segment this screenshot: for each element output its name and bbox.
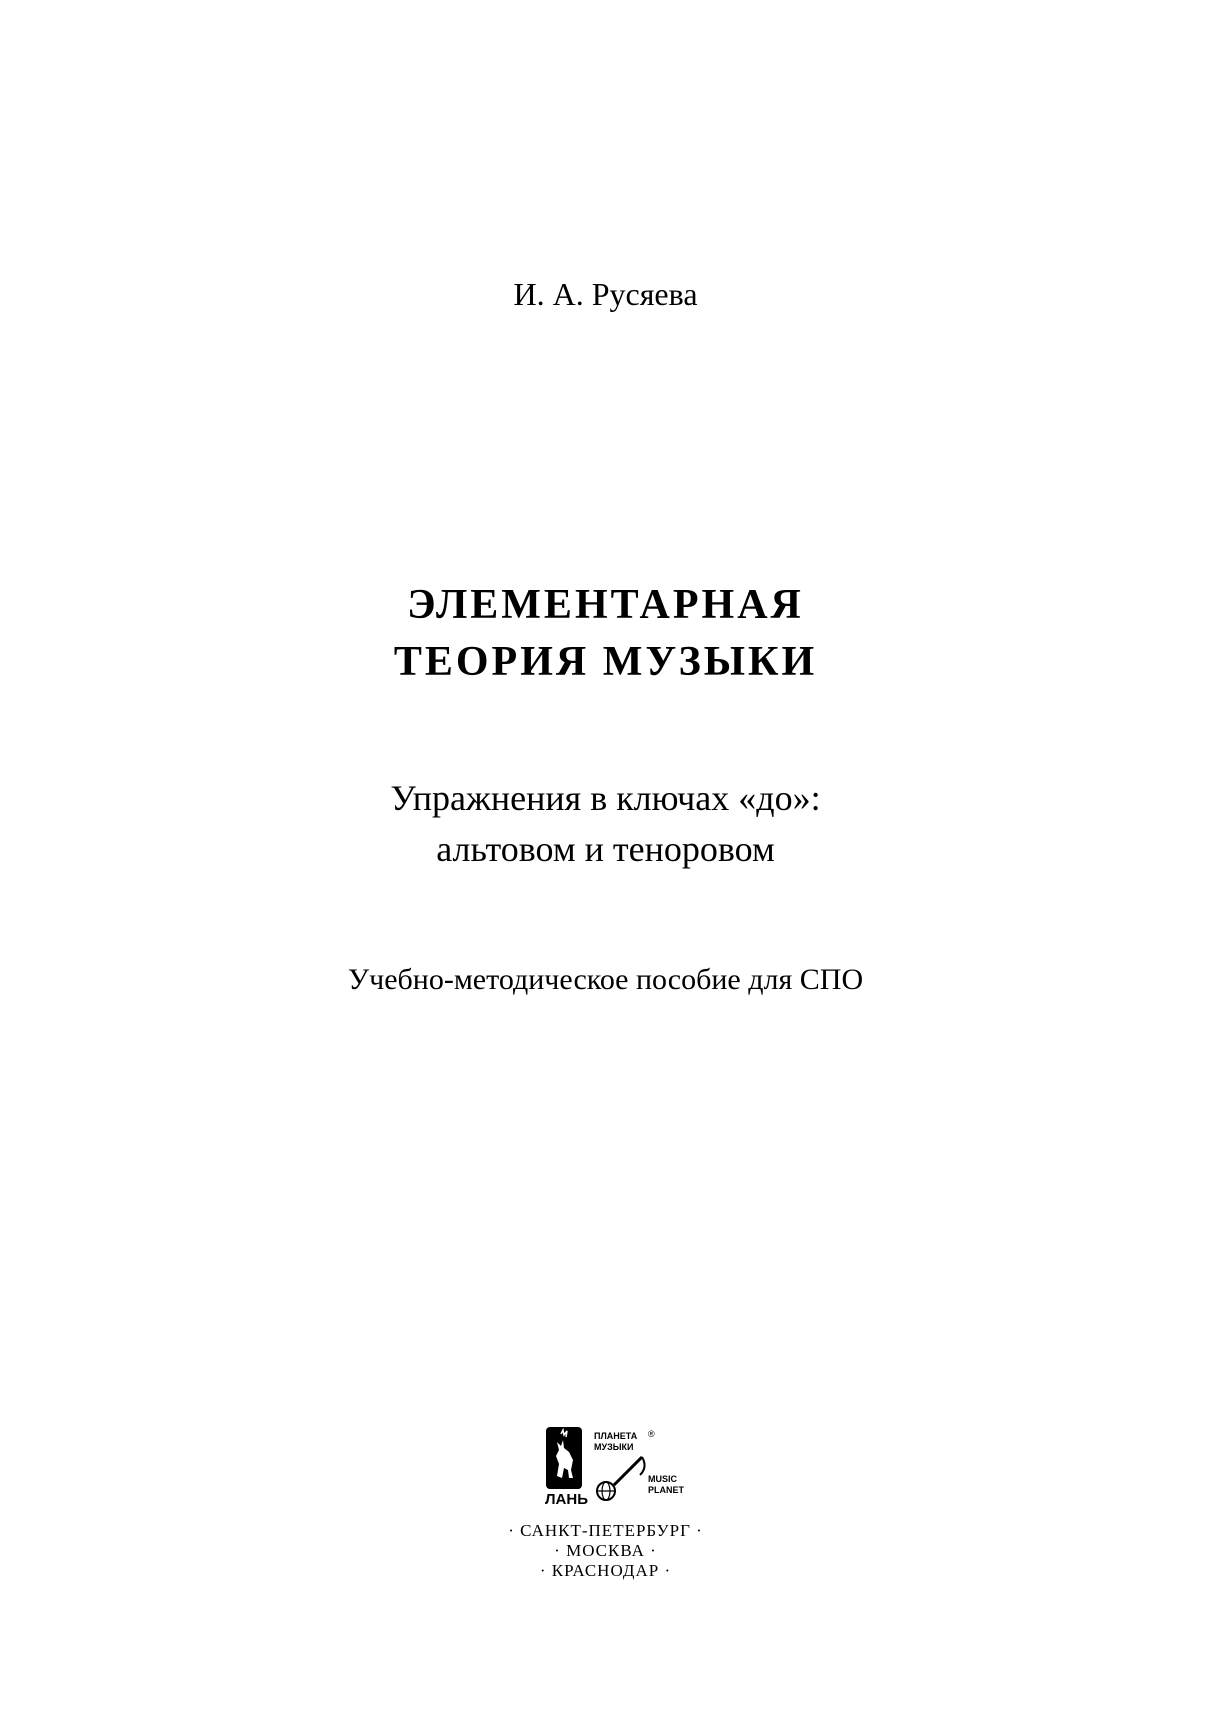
book-title-line-2: ТЕОРИЯ МУЗЫКИ [393, 639, 818, 685]
lan-deer-logo-icon [545, 1426, 585, 1490]
book-subtitle [0, 773, 1211, 875]
book-subtitle-line-2: альтовом и теноровом [436, 829, 775, 869]
planet-logo-line-1: ПЛАНЕТА [594, 1431, 638, 1441]
music-planet-line-2: PLANET [648, 1485, 684, 1495]
book-type-note: Учебно-методическое пособие для СПО [347, 963, 864, 996]
book-title-line-1: ЭЛЕМЕНТАРНАЯ [407, 582, 804, 628]
planet-music-logo [590, 1429, 700, 1509]
book-subtitle-line-1: Упражнения в ключах «до»: [390, 778, 821, 818]
music-planet-line-1: MUSIC [648, 1474, 677, 1484]
publisher-city-2: · МОСКВА · [554, 1541, 657, 1560]
publisher-city-3: · КРАСНОДАР · [539, 1561, 672, 1580]
planet-logo-line-2: МУЗЫКИ [594, 1442, 634, 1452]
author-name: И. А. Русяева [513, 276, 698, 312]
book-title [0, 577, 1211, 691]
music-note-globe-icon [592, 1449, 652, 1509]
publisher-city-1: · САНКТ-ПЕТЕРБУРГ · [508, 1521, 703, 1540]
lan-logo-wordmark: ЛАНЬ [545, 1491, 588, 1508]
registered-mark: ® [648, 1429, 655, 1439]
publisher-logos [528, 1420, 698, 1512]
